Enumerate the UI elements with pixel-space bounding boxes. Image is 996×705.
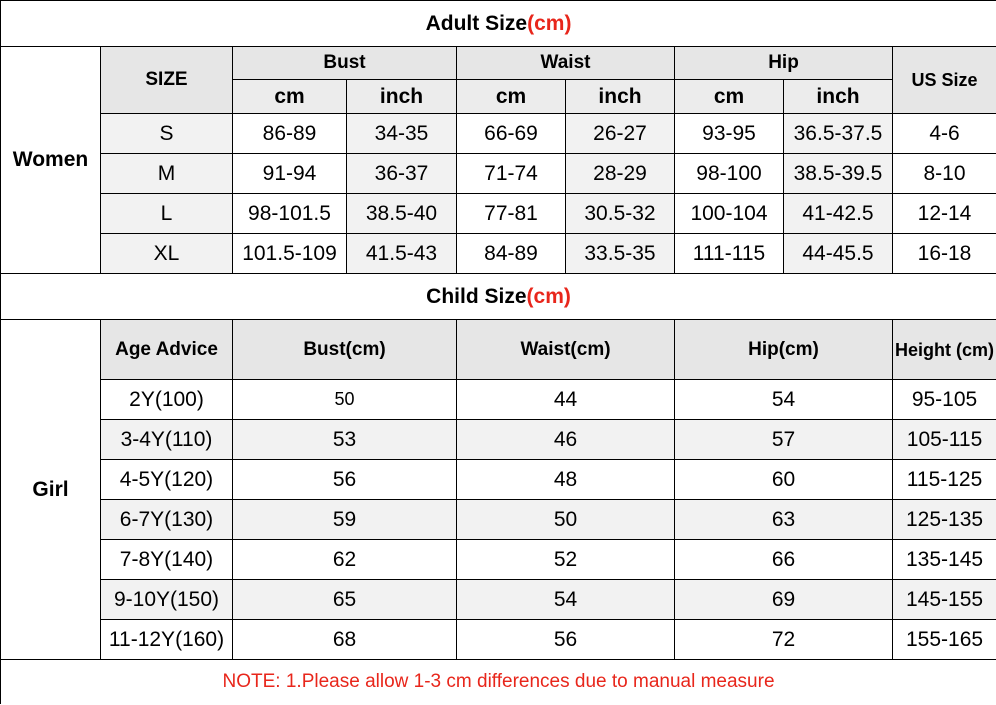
size-cell: S: [101, 114, 233, 154]
child-table-row: [1, 500, 996, 540]
hip-cm-subheader: cm: [675, 80, 784, 114]
bust-cm-cell: 98-101.5: [233, 194, 347, 234]
child-table-row: [1, 420, 996, 460]
child-height-cell: 145-155: [893, 580, 996, 620]
bust-cm-subheader: cm: [233, 80, 347, 114]
measurement-note: NOTE: 1.Please allow 1-3 cm differences due to manual measure: [1, 660, 996, 705]
child-title-main: Child Size: [426, 284, 527, 308]
child-bust-cell: 50: [233, 380, 457, 420]
women-group-label: Women: [1, 47, 101, 274]
hip-inch-subheader: inch: [784, 80, 893, 114]
child-hip-cell: 63: [675, 500, 893, 540]
child-waist-cell: 44: [457, 380, 675, 420]
child-waist-cell: 52: [457, 540, 675, 580]
adult-table-row: [1, 234, 996, 274]
age-cell: 9-10Y(150): [101, 580, 233, 620]
child-hip-cell: 69: [675, 580, 893, 620]
child-height-header: Height (cm): [893, 320, 996, 380]
hip-cm-cell: 93-95: [675, 114, 784, 154]
waist-cm-cell: 66-69: [457, 114, 566, 154]
child-hip-header: Hip(cm): [675, 320, 893, 380]
child-bust-cell: 53: [233, 420, 457, 460]
bust-inch-cell: 38.5-40: [347, 194, 457, 234]
waist-inch-cell: 26-27: [566, 114, 675, 154]
bust-header: Bust: [233, 47, 457, 80]
age-cell: 7-8Y(140): [101, 540, 233, 580]
child-height-cell: 105-115: [893, 420, 996, 460]
size-cell: XL: [101, 234, 233, 274]
age-cell: 3-4Y(110): [101, 420, 233, 460]
child-table-row: [1, 540, 996, 580]
child-height-cell: 125-135: [893, 500, 996, 540]
child-hip-cell: 66: [675, 540, 893, 580]
us-size-cell: 16-18: [893, 234, 996, 274]
bust-inch-cell: 36-37: [347, 154, 457, 194]
child-bust-cell: 68: [233, 620, 457, 660]
age-advice-header: Age Advice: [101, 320, 233, 380]
us-size-cell: 12-14: [893, 194, 996, 234]
child-hip-cell: 57: [675, 420, 893, 460]
child-height-cell: 155-165: [893, 620, 996, 660]
waist-inch-subheader: inch: [566, 80, 675, 114]
child-waist-cell: 48: [457, 460, 675, 500]
age-cell: 11-12Y(160): [101, 620, 233, 660]
age-cell: 4-5Y(120): [101, 460, 233, 500]
age-cell: 6-7Y(130): [101, 500, 233, 540]
adult-table-row: [1, 154, 996, 194]
child-table-row: [1, 580, 996, 620]
child-waist-cell: 54: [457, 580, 675, 620]
adult-title-main: Adult Size: [425, 11, 528, 35]
waist-header: Waist: [457, 47, 675, 80]
child-waist-header: Waist(cm): [457, 320, 675, 380]
adult-table-row: [1, 114, 996, 154]
child-bust-cell: 62: [233, 540, 457, 580]
child-height-cell: 95-105: [893, 380, 996, 420]
us-size-header: US Size: [893, 47, 996, 114]
child-table-row: [1, 620, 996, 660]
waist-inch-cell: 33.5-35: [566, 234, 675, 274]
us-size-cell: 8-10: [893, 154, 996, 194]
child-title-unit: (cm): [526, 284, 571, 308]
child-table-row: [1, 460, 996, 500]
child-bust-header: Bust(cm): [233, 320, 457, 380]
bust-cm-cell: 91-94: [233, 154, 347, 194]
child-height-cell: 115-125: [893, 460, 996, 500]
child-hip-cell: 54: [675, 380, 893, 420]
bust-cm-cell: 86-89: [233, 114, 347, 154]
waist-cm-cell: 77-81: [457, 194, 566, 234]
waist-inch-cell: 28-29: [566, 154, 675, 194]
size-cell: L: [101, 194, 233, 234]
size-cell: M: [101, 154, 233, 194]
child-height-cell: 135-145: [893, 540, 996, 580]
size-header: SIZE: [101, 47, 233, 114]
child-waist-cell: 46: [457, 420, 675, 460]
child-waist-cell: 50: [457, 500, 675, 540]
hip-cm-cell: 98-100: [675, 154, 784, 194]
child-hip-cell: 60: [675, 460, 893, 500]
child-hip-cell: 72: [675, 620, 893, 660]
adult-table-row: [1, 194, 996, 234]
waist-inch-cell: 30.5-32: [566, 194, 675, 234]
bust-inch-cell: 34-35: [347, 114, 457, 154]
hip-inch-cell: 36.5-37.5: [784, 114, 893, 154]
hip-cm-cell: 100-104: [675, 194, 784, 234]
hip-inch-cell: 41-42.5: [784, 194, 893, 234]
girl-group-label: Girl: [1, 320, 101, 660]
child-bust-cell: 65: [233, 580, 457, 620]
child-bust-cell: 59: [233, 500, 457, 540]
hip-cm-cell: 111-115: [675, 234, 784, 274]
child-bust-cell: 56: [233, 460, 457, 500]
hip-header: Hip: [675, 47, 893, 80]
child-size-title: [1, 274, 996, 320]
age-cell: 2Y(100): [101, 380, 233, 420]
child-waist-cell: 56: [457, 620, 675, 660]
adult-title-unit: (cm): [527, 11, 572, 35]
adult-size-title: [1, 1, 996, 47]
hip-inch-cell: 44-45.5: [784, 234, 893, 274]
hip-inch-cell: 38.5-39.5: [784, 154, 893, 194]
bust-cm-cell: 101.5-109: [233, 234, 347, 274]
waist-cm-subheader: cm: [457, 80, 566, 114]
bust-inch-subheader: inch: [347, 80, 457, 114]
us-size-cell: 4-6: [893, 114, 996, 154]
waist-cm-cell: 71-74: [457, 154, 566, 194]
waist-cm-cell: 84-89: [457, 234, 566, 274]
child-table-row: [1, 380, 996, 420]
bust-inch-cell: 41.5-43: [347, 234, 457, 274]
